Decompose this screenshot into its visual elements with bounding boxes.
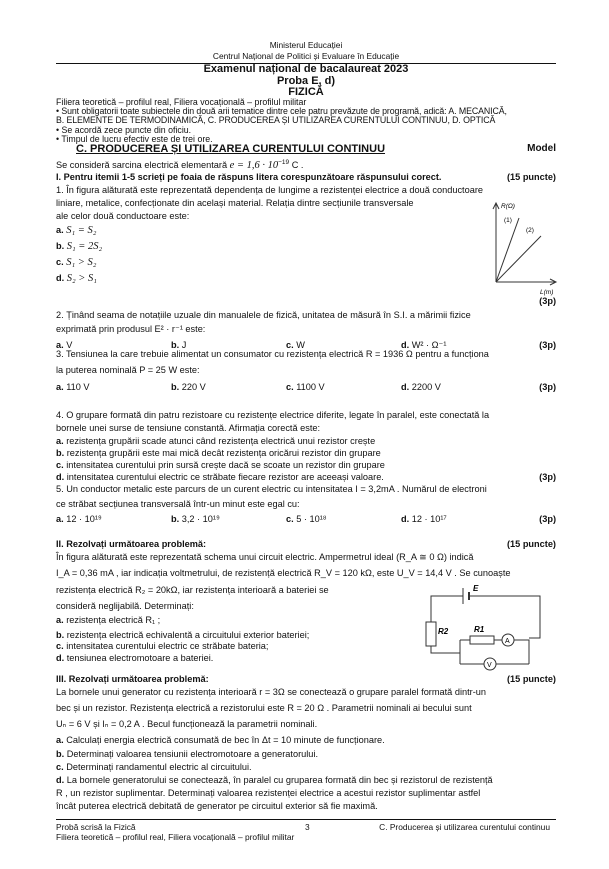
- q3-options: [56, 381, 556, 393]
- part3-title: III. Rezolvați următoarea problemă:: [56, 674, 209, 684]
- q3-text-2: la puterea nominală P = 25 W este:: [56, 365, 200, 375]
- q3-option-a[interactable]: [56, 381, 171, 393]
- voltmeter-label: V: [487, 662, 492, 669]
- q4-text-2: bornele unei surse de tensiune constantă. Afirmația corectă este:: [56, 423, 321, 433]
- part3-item-d-cont-2: încât puterea electrică debitată de generator pe circuitul exterior să fie maximă.: [56, 801, 378, 811]
- option-text: V: [66, 340, 73, 350]
- option-letter: d.: [56, 472, 65, 482]
- part3-text-3: Uₙ = 6 V și Iₙ = 0,2 A . Becul funcționează la parametrii nominali.: [56, 719, 318, 729]
- part3-text-1: La bornele unui generator cu rezistența interioară r = 3Ω se conectează o grupare paralel formată dintr-un: [56, 687, 487, 697]
- item-letter: a.: [56, 735, 64, 745]
- option-text: rezistența grupării este mai mică decât rezistența oricărui rezistor din grupare: [66, 448, 381, 458]
- option-letter: c.: [286, 382, 294, 392]
- item-letter: b.: [56, 630, 65, 640]
- part1-points: (15 puncte): [506, 172, 556, 182]
- item-text: rezistența electrică echivalentă a circuitului exterior bateriei;: [66, 630, 310, 640]
- option-text: 1100 V: [296, 382, 325, 392]
- r2-label: R2: [438, 627, 449, 636]
- option-letter: c.: [286, 340, 294, 350]
- option-text: S₁ = 2S₂: [66, 241, 103, 252]
- option-text: 3,2 · 10¹⁹: [181, 514, 220, 524]
- option-letter: a.: [56, 436, 64, 446]
- item-letter: d.: [56, 653, 65, 663]
- instruction-2: B. ELEMENTE DE TERMODINAMICĂ, C. PRODUCEREA ȘI UTILIZAREA CURENTULUI CONTINUU, D. OPTICĂ: [56, 115, 496, 125]
- option-text: 2200 V: [411, 382, 441, 392]
- q5-options: [56, 513, 556, 525]
- q4-option-b[interactable]: [56, 448, 381, 460]
- q5-text-2: ce străbat secțiunea transversală într-un minut este egal cu:: [56, 499, 300, 509]
- part2-text-3: rezistența electrică R₂ = 20kΩ, iar rezistența interioară a bateriei se: [56, 585, 329, 595]
- q1-option-c[interactable]: [56, 257, 102, 273]
- line-1-label: (1): [504, 217, 512, 224]
- instruction-3: • Se acordă zece puncte din oficiu.: [56, 125, 192, 135]
- option-text: S₂ > S₁: [66, 273, 97, 284]
- option-text: 110 V: [66, 382, 90, 392]
- footer-left-2: Filiera teoretică – profilul real, Filiera vocațională – profilul militar: [56, 832, 295, 842]
- option-letter: b.: [56, 241, 65, 251]
- item-letter: b.: [56, 749, 65, 759]
- part2-item-c: [56, 641, 268, 653]
- q1-text-3: ale celor două conductoare este:: [56, 211, 190, 221]
- q5-option-d[interactable]: [401, 513, 516, 525]
- q2-text-1: 2. Ținând seama de notațiile uzuale din manualele de fizică, unitatea de măsură în S.I. a mărimii fizice: [56, 310, 471, 320]
- constant-line: [56, 157, 303, 172]
- constant-exponent: −19: [278, 159, 290, 166]
- footer-page-number: 3: [305, 822, 310, 832]
- item-letter: a.: [56, 615, 64, 625]
- battery-label: E: [473, 584, 479, 593]
- option-letter: d.: [401, 382, 410, 392]
- option-letter: a.: [56, 514, 64, 524]
- option-text: intensitatea curentului prin sursă crește dacă se scoate un rezistor din grupare: [66, 460, 385, 470]
- y-axis-label: R(Ω): [501, 203, 515, 210]
- q1-text-1: 1. În figura alăturată este reprezentată dependența de lungime a rezistenței electrice a două conductoare: [56, 185, 483, 195]
- q4-option-a[interactable]: [56, 436, 375, 448]
- option-letter: d.: [401, 514, 410, 524]
- wire-bottom-left: [431, 646, 460, 653]
- part3-item-b: [56, 749, 318, 761]
- part2-points: (15 puncte): [506, 539, 556, 549]
- q3-option-d[interactable]: [401, 381, 516, 393]
- item-text: tensiunea electromotoare a bateriei.: [66, 653, 214, 663]
- part2-item-d: [56, 653, 213, 665]
- q4-option-c[interactable]: [56, 460, 385, 472]
- circuit-diagram: [420, 582, 550, 669]
- option-text: 220 V: [181, 382, 206, 392]
- option-letter: b.: [56, 448, 65, 458]
- part2-text-2: I_A = 0,36 mA , iar indicația voltmetrului, de rezistență electrică R_V = 120 kΩ, este U_V = 14,4 V . Se cunoaște: [56, 568, 511, 578]
- option-text: W² · Ω⁻¹: [411, 340, 447, 350]
- model-label: Model: [527, 143, 556, 154]
- part3-item-d: [56, 775, 556, 787]
- option-letter: b.: [171, 340, 180, 350]
- item-letter: c.: [56, 762, 64, 772]
- q3-score: (3p): [539, 382, 556, 392]
- constant-unit: C .: [289, 160, 304, 171]
- part2-text-4: consideră neglijabilă. Determinați:: [56, 601, 194, 611]
- center-name: Centrul Național de Politici și Evaluare în Educație: [212, 51, 400, 61]
- option-letter: d.: [401, 340, 410, 350]
- item-text: La bornele generatorului se conectează, în paralel cu gruparea formată din bec și rezistorul de rezistență: [66, 775, 493, 785]
- option-letter: d.: [56, 273, 65, 283]
- part2-item-b: [56, 630, 309, 642]
- part3-text-2: bec și un rezistor. Rezistența electrică a rezistorului este R = 20 Ω . Parametrii nominali ai becului sunt: [56, 703, 472, 713]
- option-letter: b.: [171, 514, 180, 524]
- option-letter: a.: [56, 382, 64, 392]
- q1-score: (3p): [539, 296, 556, 306]
- part2-title: II. Rezolvați următoarea problemă:: [56, 539, 207, 549]
- q1-text-2: liniare, metalice, confecționate din același material. Relația dintre secțiunile transversale: [56, 198, 414, 208]
- constant-value: e = 1,6 · 10: [229, 160, 279, 172]
- part3-header: [56, 674, 556, 684]
- footer-rule: [56, 819, 556, 820]
- q5-score: (3p): [539, 514, 556, 524]
- line-2: [496, 236, 541, 282]
- resistance-length-graph: [486, 200, 566, 296]
- part2-header: [56, 539, 556, 549]
- r1-label: R1: [474, 625, 485, 634]
- instruction-4: • Timpul de lucru efectiv este de trei ore.: [56, 134, 213, 144]
- q1-option-a[interactable]: [56, 225, 102, 241]
- option-text: 12 · 10¹⁹: [66, 514, 102, 524]
- q3-option-b[interactable]: [171, 381, 286, 393]
- q4-option-d-row: [56, 472, 556, 484]
- item-letter: d.: [56, 775, 65, 785]
- r2-resistor: [426, 622, 436, 646]
- ministry-name: Ministerul Educației: [269, 40, 343, 50]
- part1-title: I. Pentru itemii 1-5 scrieți pe foaia de răspuns litera corespunzătoare răspunsului corect.: [56, 172, 442, 182]
- item-text: Determinați valoarea tensiunii electromotoare a generatorului.: [66, 749, 318, 759]
- x-axis-label: L(m): [540, 289, 554, 296]
- q4-option-d[interactable]: [56, 472, 384, 484]
- item-letter: c.: [56, 641, 64, 651]
- option-letter: c.: [286, 514, 294, 524]
- option-text: S₁ > S₂: [66, 257, 97, 268]
- q4-text-1: 4. O grupare formată din patru rezistoare cu rezistențe electrice diferite, legate în paralel, este conectată la: [56, 410, 490, 420]
- q5-option-a[interactable]: [56, 513, 171, 525]
- constant-prefix: Se consideră sarcina electrică elementară: [56, 160, 228, 171]
- q3-text-1: 3. Tensiunea la care trebuie alimentat un consumator cu rezistența electrică R = 1936 Ω pentru a funcționa: [56, 349, 489, 359]
- item-text: rezistența electrică R₁ ;: [66, 615, 161, 625]
- q5-option-c[interactable]: [286, 513, 401, 525]
- part1-header: [56, 172, 556, 182]
- q1-options: [56, 225, 102, 289]
- q4-score: (3p): [539, 472, 556, 482]
- option-letter: b.: [171, 382, 180, 392]
- line-1: [496, 218, 519, 282]
- option-letter: c.: [56, 460, 64, 470]
- option-text: 12 · 10¹⁷: [411, 514, 447, 524]
- option-letter: a.: [56, 340, 64, 350]
- footer-right: C. Producerea și utilizarea curentului continuu: [379, 822, 550, 832]
- part2-item-a: [56, 615, 160, 627]
- q3-option-c[interactable]: [286, 381, 401, 393]
- ammeter-label: A: [505, 638, 510, 645]
- proba-title: Proba E, d): [276, 75, 336, 87]
- exam-title: Examenul național de bacalaureat 2023: [203, 63, 409, 75]
- option-text: J: [181, 340, 187, 350]
- q1-option-b[interactable]: [56, 241, 102, 257]
- q5-text-1: 5. Un conductor metalic este parcurs de un curent electric cu intensitatea I = 3,2mA . Numărul de electroni: [56, 484, 487, 494]
- item-text: Determinați randamentul electric al circuitului.: [66, 762, 252, 772]
- option-text: rezistența grupării scade atunci când rezistența electrică unui rezistor crește: [66, 436, 376, 446]
- option-text: S₁ = S₂: [66, 225, 97, 236]
- part3-item-d-cont-1: R , un rezistor suplimentar. Determinați valoarea rezistenței electrice a acestui rezistor suplimentar astfel: [56, 788, 481, 798]
- option-letter: c.: [56, 257, 64, 267]
- line-2-label: (2): [526, 227, 534, 234]
- part3-item-c: [56, 762, 252, 774]
- q2-score: (3p): [539, 340, 556, 350]
- item-text: Calculați energia electrică consumată de bec în Δt = 10 minute de funcționare.: [66, 735, 385, 745]
- item-text: intensitatea curentului electric ce străbate bateria;: [66, 641, 269, 651]
- r1-resistor: [470, 636, 494, 644]
- wire-top-left: [431, 596, 463, 622]
- wire-ammeter-right: [514, 640, 529, 664]
- q2-text-2: exprimată prin produsul E² · r⁻¹ este:: [56, 324, 206, 334]
- part2-text-1: În figura alăturată este reprezentată schema unui circuit electric. Ampermetrul ideal (R_A ≅ 0 Ω) indică: [56, 552, 474, 562]
- footer-left-1: Probă scrisă la Fizică: [56, 822, 136, 832]
- instruction-1: • Sunt obligatorii toate subiectele din două arii tematice dintre cele patru prevăzute de programă, adică: A. MECANICĂ,: [56, 106, 507, 116]
- part3-points: (15 puncte): [506, 674, 556, 684]
- option-text: 5 · 10¹⁸: [296, 514, 327, 524]
- option-text: intensitatea curentului electric ce străbate fiecare rezistor are aceeași valoare.: [66, 472, 384, 482]
- option-text: W: [296, 340, 305, 350]
- part3-item-a: [56, 735, 385, 747]
- section-title: C. PRODUCEREA ȘI UTILIZAREA CURENTULUI CONTINUU: [76, 143, 386, 155]
- subject-title: FIZICĂ: [288, 86, 324, 98]
- q5-option-b[interactable]: [171, 513, 286, 525]
- q1-option-d[interactable]: [56, 273, 102, 289]
- option-letter: a.: [56, 225, 64, 235]
- filiera-line: Filiera teoretică – profilul real, Filiera vocațională – profilul militar: [56, 97, 307, 107]
